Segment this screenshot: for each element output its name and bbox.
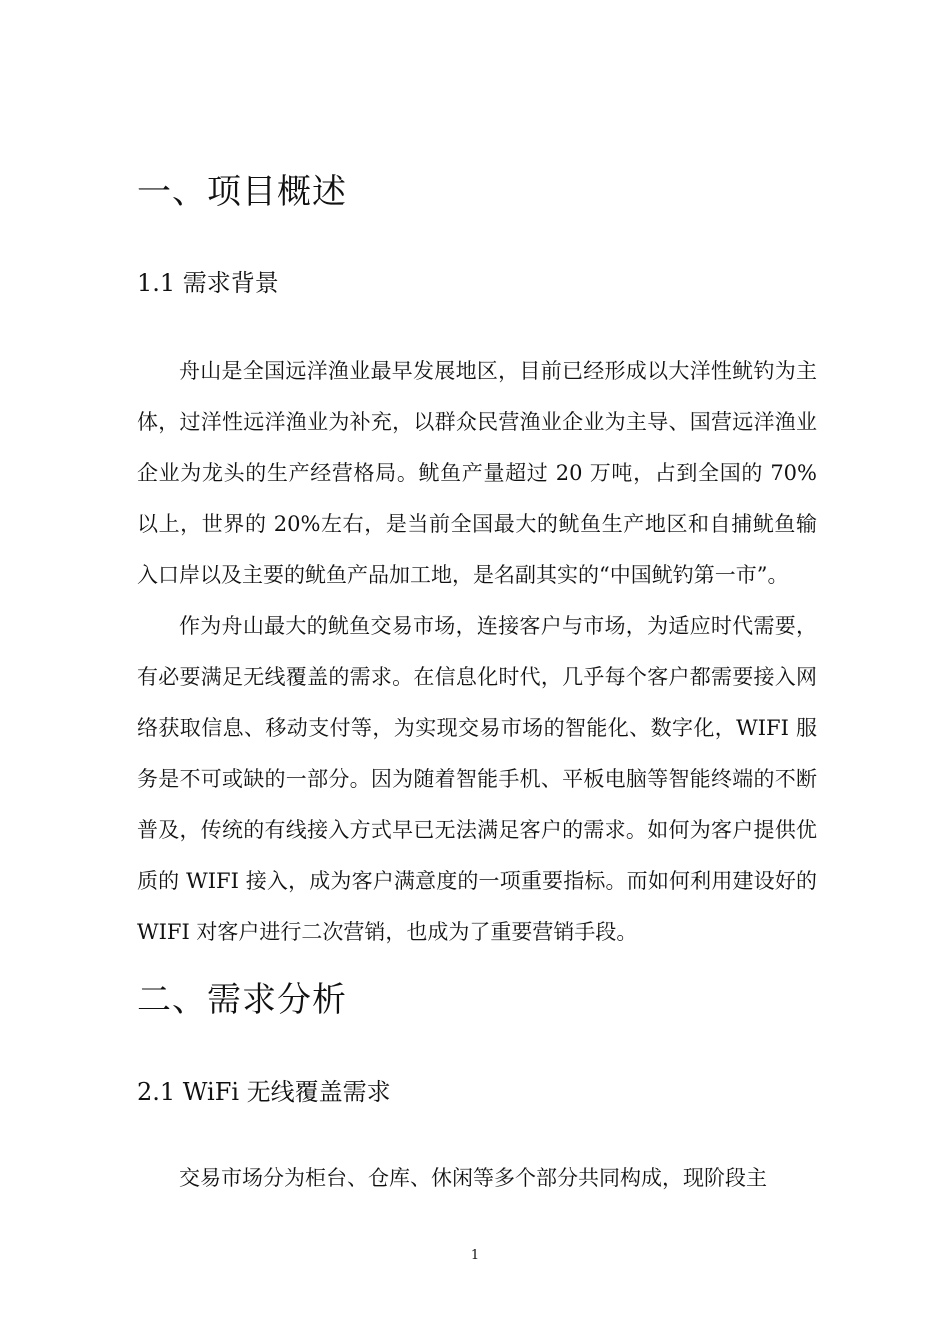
paragraph-background-1: 舟山是全国远洋渔业最早发展地区，目前已经形成以大洋性鱿钓为主体，过洋性远洋渔业为补充，以群众民营渔业企业为主导、国营远洋渔业企业为龙头的生产经营格局。鱿鱼产量超过 20 万吨，占到全国的 70%以上，世界的 20%左右，是当前全国最大的鱿鱼生产地区和自捕鱿鱼输入口岸以及主要的鱿鱼产品加工地，是名副其实的“中国鱿钓第一市”。 bbox=[137, 359, 817, 587]
subsection-heading-background: 1.1 需求背景 bbox=[137, 269, 279, 297]
page-number: 1 bbox=[470, 1248, 480, 1263]
section-heading-analysis: 二、需求分析 bbox=[137, 980, 347, 1020]
section-heading-overview: 一、项目概述 bbox=[137, 172, 347, 212]
document-body bbox=[137, 160, 817, 1204]
paragraph-wifi-1: 交易市场分为柜台、仓库、休闲等多个部分共同构成，现阶段主 bbox=[179, 1166, 767, 1190]
paragraph-background-2: 作为舟山最大的鱿鱼交易市场，连接客户与市场，为适应时代需要，有必要满足无线覆盖的需求。在信息化时代，几乎每个客户都需要接入网络获取信息、移动支付等，为实现交易市场的智能化、数字化，WIFI 服务是不可或缺的一部分。因为随着智能手机、平板电脑等智能终端的不断普及，传统的有线接入方式早已无法满足客户的需求。如何为客户提供优质的 WIFI 接入，成为客户满意度的一项重要指标。而如何利用建设好的 WIFI 对客户进行二次营销，也成为了重要营销手段。 bbox=[137, 614, 817, 944]
subsection-heading-wifi: 2.1 WiFi 无线覆盖需求 bbox=[137, 1078, 391, 1106]
